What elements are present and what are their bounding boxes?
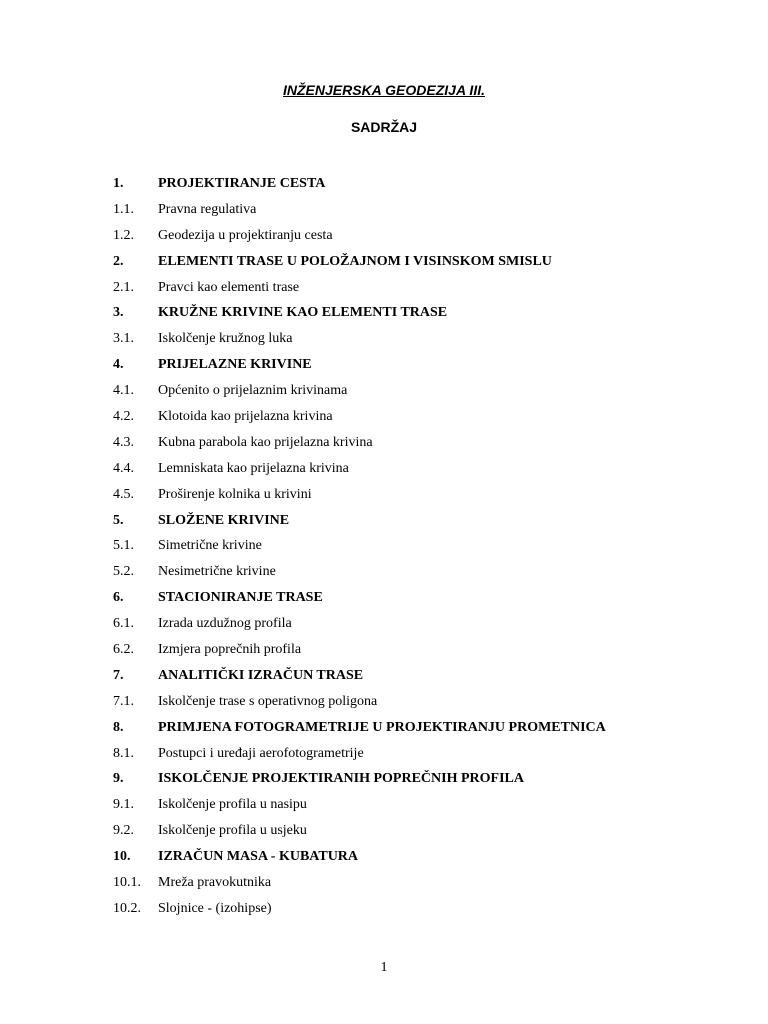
toc-chapter-entry <box>113 667 633 685</box>
toc-section-entry <box>113 615 633 633</box>
toc-section-entry <box>113 201 633 219</box>
toc-entry-number: 10.1. <box>113 875 141 891</box>
toc-section-entry <box>113 434 633 452</box>
toc-entry-title: ELEMENTI TRASE U POLOŽAJNOM I VISINSKOM SMISLU <box>158 253 552 269</box>
toc-section-entry <box>113 900 633 918</box>
toc-entry-title: Izrada uzdužnog profila <box>158 616 292 632</box>
toc-entry-number: 5.1. <box>113 538 134 554</box>
toc-chapter-entry <box>113 512 633 530</box>
toc-entry-title: ANALITIČKI IZRAČUN TRASE <box>158 667 364 683</box>
page-number: 1 <box>380 960 388 975</box>
toc-chapter-entry <box>113 356 633 374</box>
toc-section-entry <box>113 641 633 659</box>
toc-chapter-entry <box>113 848 633 866</box>
toc-entry-title: Izmjera poprečnih profila <box>158 642 302 658</box>
toc-entry-number: 4.4. <box>113 460 134 476</box>
toc-entry-title: Mreža pravokutnika <box>158 875 272 891</box>
toc-entry-number: 4. <box>113 357 124 373</box>
toc-chapter-entry <box>113 253 633 271</box>
toc-section-entry <box>113 460 633 478</box>
toc-entry-title: PRIMJENA FOTOGRAMETRIJE U PROJEKTIRANJU PROMETNICA <box>158 719 606 735</box>
toc-chapter-entry <box>113 175 633 193</box>
toc-entry-number: 10. <box>113 849 131 865</box>
toc-section-entry <box>113 563 633 581</box>
toc-entry-number: 4.1. <box>113 383 134 399</box>
toc-entry-number: 3. <box>113 305 124 321</box>
toc-entry-number: 1.1. <box>113 201 134 217</box>
toc-chapter-entry <box>113 719 633 737</box>
toc-entry-number: 5. <box>113 512 124 528</box>
toc-entry-title: Lemniskata kao prijelazna krivina <box>158 460 349 476</box>
document-title: INŽENJERSKA GEODEZIJA III. <box>283 82 485 98</box>
toc-entry-title: PROJEKTIRANJE CESTA <box>158 176 326 191</box>
toc-entry-number: 1.2. <box>113 227 134 243</box>
toc-entry-title: Geodezija u projektiranju cesta <box>158 227 333 243</box>
toc-section-entry <box>113 279 633 297</box>
toc-entry-title: Pravci kao elementi trase <box>158 279 300 295</box>
toc-section-entry <box>113 822 633 840</box>
toc-entry-title: Iskolčenje kružnog luka <box>158 331 293 347</box>
toc-entry-number: 6.2. <box>113 642 134 658</box>
toc-entry-number: 8. <box>113 719 124 735</box>
toc-entry-number: 4.2. <box>113 409 134 425</box>
toc-entry-title: PRIJELAZNE KRIVINE <box>158 357 312 373</box>
toc-entry-number: 9.2. <box>113 823 134 839</box>
toc-entry-number: 4.5. <box>113 486 134 502</box>
toc-entry-number: 9. <box>113 771 124 787</box>
toc-entry-title: KRUŽNE KRIVINE KAO ELEMENTI TRASE <box>158 305 448 321</box>
toc-entry-title: Proširenje kolnika u krivini <box>158 486 312 502</box>
toc-entry-title: STACIONIRANJE TRASE <box>158 590 323 606</box>
toc-entry-number: 3.1. <box>113 331 134 347</box>
toc-section-entry <box>113 874 633 892</box>
toc-section-entry <box>113 330 633 348</box>
toc-chapter-entry <box>113 304 633 322</box>
toc-entry-number: 4.3. <box>113 434 134 450</box>
toc-chapter-entry <box>113 589 633 607</box>
toc-entry-title: Nesimetrične krivine <box>158 564 276 580</box>
toc-entry-title: SLOŽENE KRIVINE <box>158 512 290 528</box>
toc-section-entry <box>113 408 633 426</box>
toc-entry-number: 8.1. <box>113 745 134 761</box>
toc-entry-title: Kubna parabola kao prijelazna krivina <box>158 434 373 450</box>
toc-section-entry <box>113 382 633 400</box>
toc-entry-title: IZRAČUN MASA - KUBATURA <box>158 849 359 865</box>
toc-entry-title: Postupci i uređaji aerofotogrametrije <box>158 745 364 761</box>
toc-entry-title: Iskolčenje profila u nasipu <box>158 797 307 813</box>
toc-entry-title: Simetrične krivine <box>158 538 262 554</box>
contents-heading: SADRŽAJ <box>350 119 418 135</box>
toc-section-entry <box>113 693 633 711</box>
toc-entry-number: 6.1. <box>113 616 134 632</box>
toc-chapter-entry <box>113 770 633 788</box>
toc-entry-title: ISKOLČENJE PROJEKTIRANIH POPREČNIH PROFILA <box>158 771 524 787</box>
toc-entry-title: Iskolčenje trase s operativnog poligona <box>158 693 378 709</box>
toc-section-entry <box>113 745 633 763</box>
toc-entry-number: 2.1. <box>113 279 134 295</box>
toc-section-entry <box>113 227 633 245</box>
toc-section-entry <box>113 486 633 504</box>
toc-entry-number: 6. <box>113 590 124 606</box>
table-of-contents <box>113 175 633 926</box>
toc-entry-number: 5.2. <box>113 564 134 580</box>
toc-entry-number: 9.1. <box>113 797 134 813</box>
toc-entry-title: Iskolčenje profila u usjeku <box>158 823 307 839</box>
toc-entry-number: 2. <box>113 253 124 269</box>
toc-entry-title: Slojnice - (izohipse) <box>158 900 272 916</box>
toc-entry-title: Općenito o prijelaznim krivinama <box>158 383 348 399</box>
toc-entry-number: 1. <box>113 176 124 191</box>
toc-entry-title: Pravna regulativa <box>158 201 257 217</box>
toc-entry-number: 7.1. <box>113 693 134 709</box>
toc-section-entry <box>113 796 633 814</box>
toc-entry-number: 10.2. <box>113 900 141 916</box>
toc-entry-number: 7. <box>113 667 124 683</box>
toc-entry-title: Klotoida kao prijelazna krivina <box>158 409 333 425</box>
toc-section-entry <box>113 537 633 555</box>
